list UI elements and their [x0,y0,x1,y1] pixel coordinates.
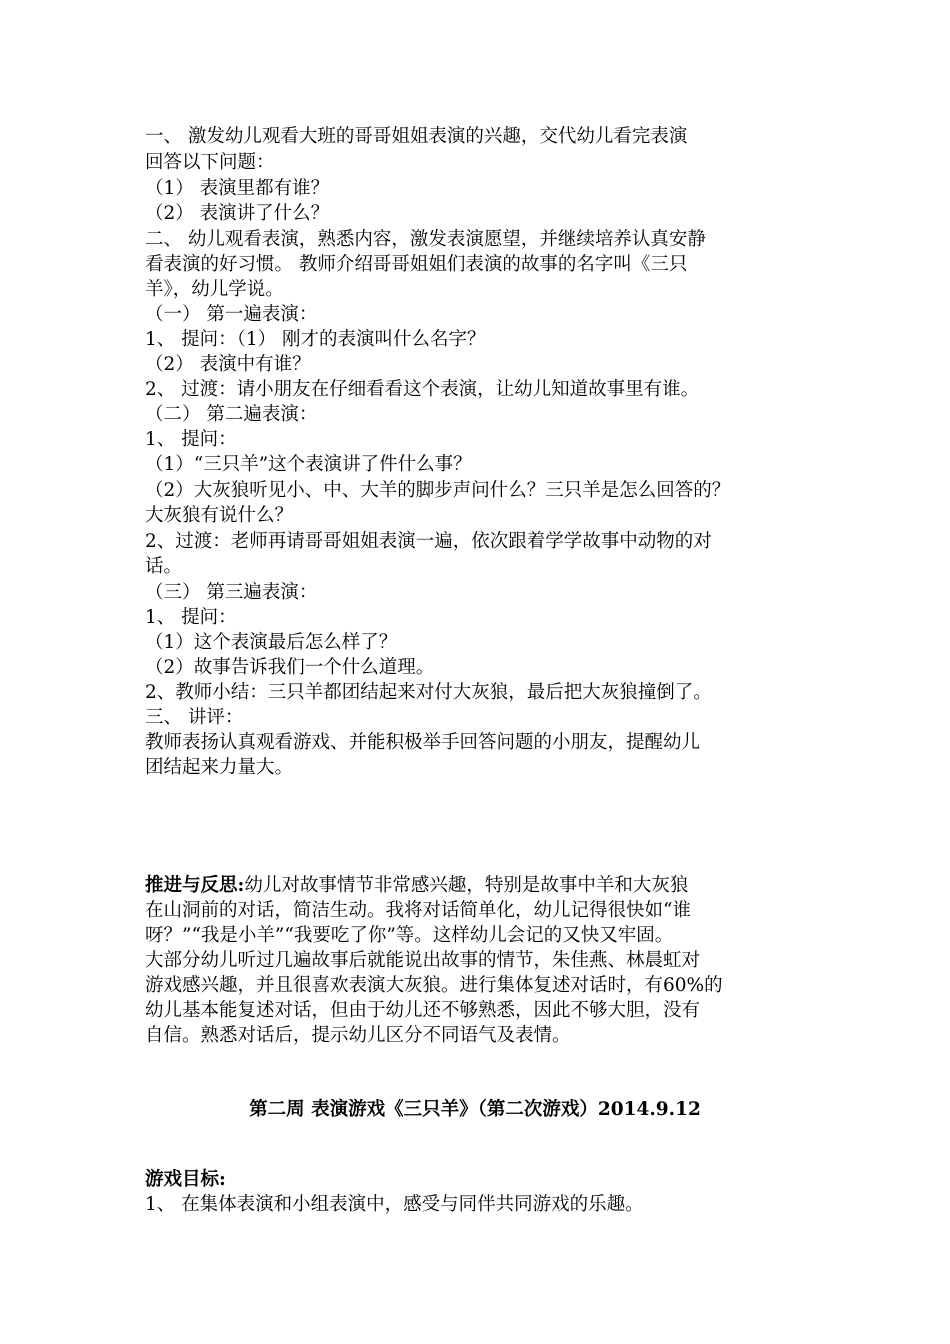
text-line: （1） 表演里都有谁？ [145,178,330,199]
text-line: 1、 提问： [145,429,237,450]
text-line: 大灰狼有说什么？ [145,505,294,526]
reflection-line: 自信。熟悉对话后，提示幼儿区分不同语气及表情。 [145,1025,571,1046]
reflection-line: 大部分幼儿听过几遍故事后就能说出故事的情节，朱佳燕、林晨虹对 [145,950,701,971]
reflection-text: 幼儿对故事情节非常感兴趣，特别是故事中羊和大灰狼 [244,875,689,896]
text-line: （2） 表演讲了什么？ [145,203,330,224]
reflection-line: 呀？”“我是小羊”“我要吃了你”等。这样幼儿会记的又快又牢固。 [145,925,674,946]
text-line: 羊》，幼儿学说。 [145,279,284,300]
section-title: 第二周 表演游戏《三只羊》（第二次游戏）2014.9.12 [249,1099,701,1120]
reflection-line: 幼儿基本能复述对话，但由于幼儿还不够熟悉，因此不够大胆，没有 [145,1000,701,1021]
text-line: 2、教师小结：三只羊都团结起来对付大灰狼，最后把大灰狼撞倒了。 [145,682,712,703]
text-line: 回答以下问题： [145,152,275,173]
goal-line: 1、 在集体表演和小组表演中，感受与同伴共同游戏的乐趣。 [145,1194,644,1215]
reflection-line: 游戏感兴趣，并且很喜欢表演大灰狼。进行集体复述对话时，有60%的 [145,975,723,996]
text-line: （2） 表演中有谁？ [145,354,311,375]
text-line: （2）故事告诉我们一个什么道理。 [145,657,435,678]
text-line: 1、 提问： [145,607,237,628]
goals-heading: 游戏目标: [145,1169,226,1190]
text-line: （二） 第二遍表演： [145,404,318,425]
text-line: 二、 幼儿观看表演，熟悉内容，激发表演愿望，并继续培养认真安静 [145,229,706,250]
text-line: 看表演的好习惯。 教师介绍哥哥姐姐们表演的故事的名字叫《三只 [145,254,688,275]
reflection-line: 在山洞前的对话，简洁生动。我将对话简单化，幼儿记得很快如“谁 [145,900,691,921]
text-line: （三） 第三遍表演： [145,582,318,603]
text-line: 教师表扬认真观看游戏、并能积极举手回答问题的小朋友，提醒幼儿 [145,732,701,753]
text-line: 1、 提问：（1） 刚才的表演叫什么名字？ [145,329,486,350]
text-line: （2）大灰狼听见小、中、大羊的脚步声问什么？三只羊是怎么回答的？ [145,480,731,501]
text-line: （1）这个表演最后怎么样了？ [145,632,398,653]
reflection-label: 推进与反思: [145,875,245,896]
text-line: 三、 讲评： [145,707,244,728]
text-line: （1）“三只羊”这个表演讲了件什么事？ [145,454,472,475]
text-line: 话。 [145,556,183,577]
reflection-first-line [145,873,688,899]
text-line: （一） 第一遍表演： [145,304,318,325]
text-line: 2、 过渡：请小朋友在仔细看看这个表演，让幼儿知道故事里有谁。 [145,379,700,400]
text-line: 2、过渡：老师再请哥哥姐姐表演一遍，依次跟着学学故事中动物的对 [145,531,712,552]
text-line: 一、 激发幼儿观看大班的哥哥姐姐表演的兴趣，交代幼儿看完表演 [145,126,688,147]
text-line: 团结起来力量大。 [145,757,294,778]
